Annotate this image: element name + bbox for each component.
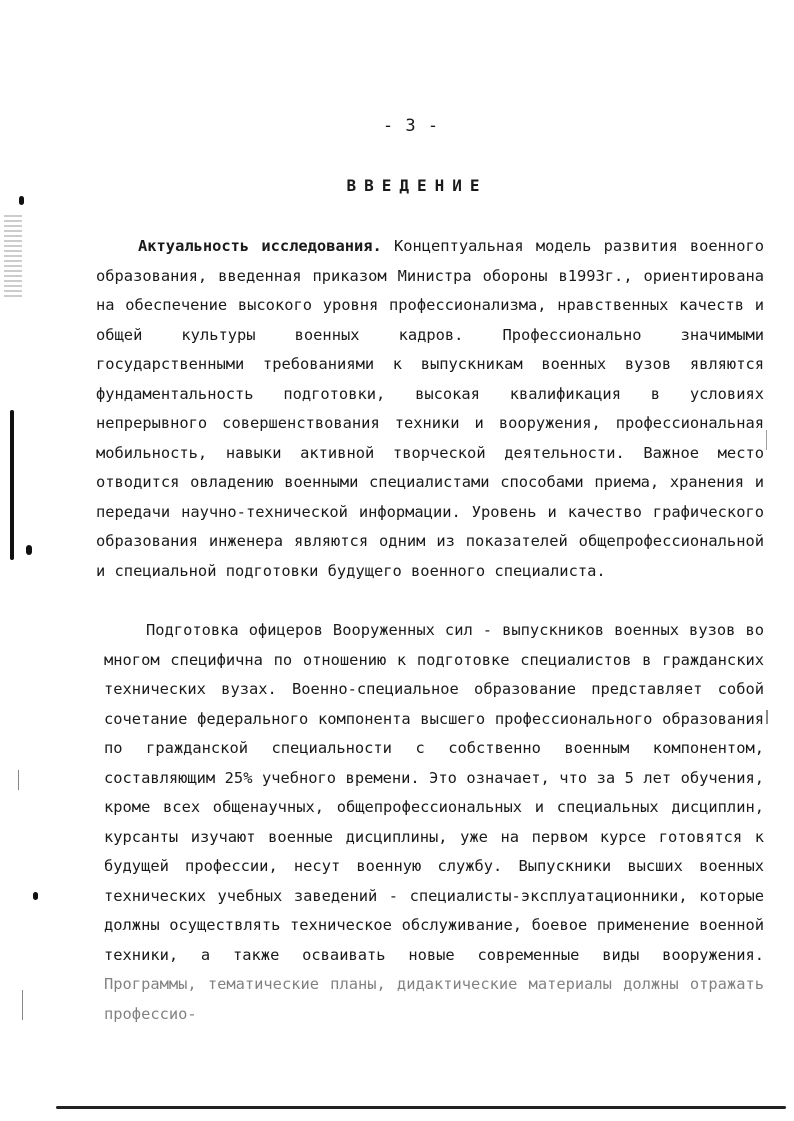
paragraph-relevance (96, 232, 764, 586)
paragraph-faded-text: Программы, тематические планы, дидактические материалы должны отражать профессио- (104, 975, 764, 1023)
scan-mark (19, 196, 24, 205)
scan-mark (22, 990, 23, 1020)
paragraph-text: Подготовка офицеров Вооруженных сил - выпускников военных вузов во многом специфична по отношению к подготовке специалистов в гражданских технических вузах. Военно-специальное образование представляет собой сочетание федерального компонента высшего профессионального образования по гражданской специальности с собственно военным компонентом, составляющим 25% учебного времени. Это означает, что за 5 лет обучения, кроме всех общенаучных, общепрофессиональных и специальных дисциплин, курсанты изучают военные дисциплины, уже на первом курсе готовятся к будущей профессии, несут военную службу. Выпускники высших военных технических учебных заведений - специалисты-эксплуатационники, которые должны осуществлять техническое обслуживание, боевое применение военной техники, а также осваивать новые современные виды вооружения. (104, 621, 764, 964)
paragraph-lead: Актуальность исследования. (138, 237, 382, 255)
paragraph-training (104, 616, 764, 1029)
scan-mark (26, 545, 32, 555)
section-heading: ВВЕДЕНИЕ (346, 176, 488, 195)
scan-edge-noise (4, 215, 22, 300)
scan-mark (18, 770, 19, 790)
bottom-rule (56, 1106, 786, 1109)
scan-mark (33, 892, 38, 900)
paragraph-text: Концептуальная модель развития военного образования, введенная приказом Министра обороны в1993г., ориентирована на обеспечение высокого уровня профессионализма, нравственных качеств и общей культуры военных кадров. Профессионально значимыми государственными требованиями к выпускникам военных вузов являются фундаментальность подготовки, высокая квалификация в условиях непрерывного совершенствования техники и вооружения, профессиональная мобильность, навыки активной творческой деятельности. Важное место отводится овладению военными специалистами способами приема, хранения и передачи научно-технической информации. Уровень и качество графического образования инженера являются одним из показателей общепрофессиональной и специальной подготовки будущего военного специалиста. (96, 237, 764, 580)
page-number: - 3 - (382, 116, 440, 136)
scan-mark (766, 430, 767, 450)
scan-mark (766, 710, 768, 724)
scan-mark (10, 410, 14, 560)
